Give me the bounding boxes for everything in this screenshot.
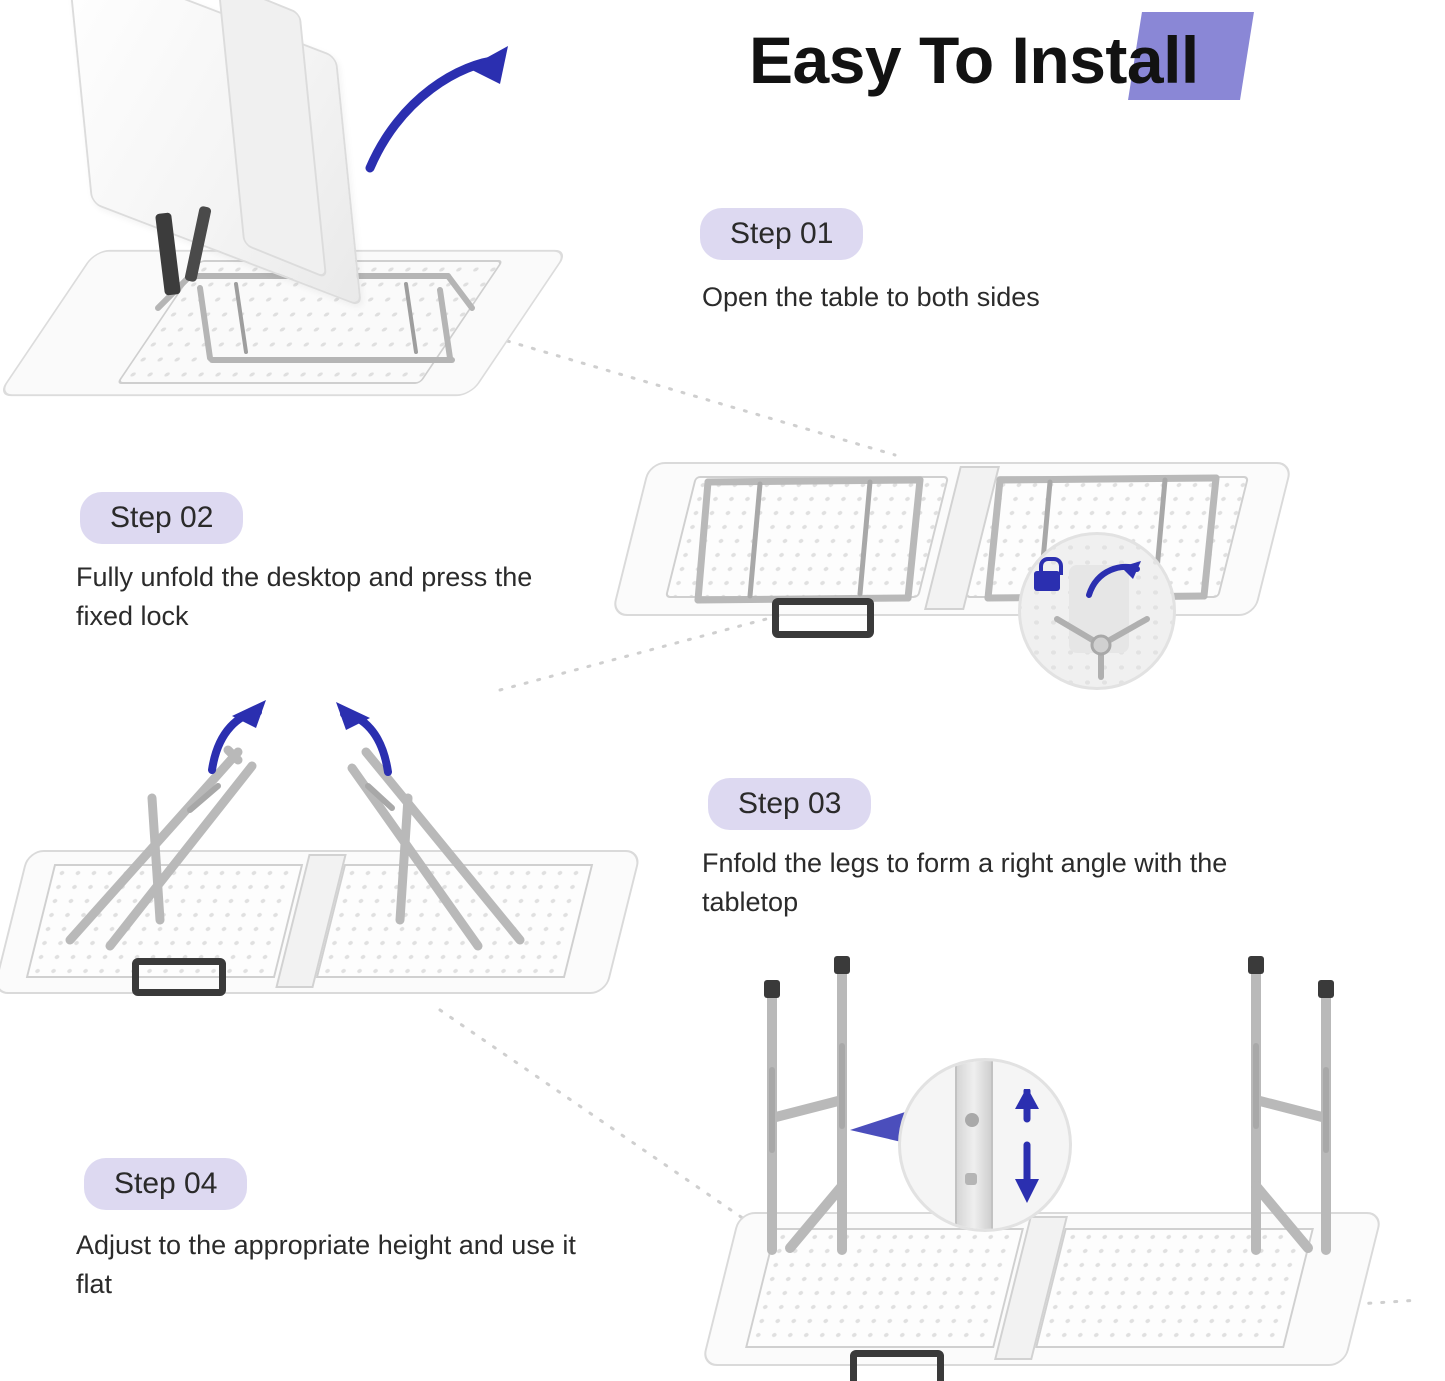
lock-detail-bubble — [1018, 532, 1176, 690]
step-02-badge: Step 02 — [80, 492, 243, 544]
lock-icon — [1034, 571, 1060, 591]
leg-foot — [834, 956, 850, 974]
step-03-badge: Step 03 — [708, 778, 871, 830]
carry-handle — [132, 958, 226, 996]
leg-foot — [764, 980, 780, 998]
illustration-step-03 — [0, 690, 640, 1020]
page-title — [735, 10, 1335, 120]
curved-arrow-icon — [340, 38, 530, 188]
step-01-description: Open the table to both sides — [702, 282, 1040, 312]
step-04-badge: Step 04 — [84, 1158, 247, 1210]
step-01-badge: Step 01 — [700, 208, 863, 260]
carry-handle — [772, 598, 874, 638]
frame-detail-step-02 — [620, 450, 1300, 680]
page-title-text: Easy To Install — [749, 23, 1199, 97]
step-03-description: Fnfold the legs to form a right angle with the tabletop — [702, 848, 1228, 918]
height-adjust-bubble — [898, 1058, 1072, 1232]
up-down-arrow-icon — [1005, 1089, 1063, 1205]
illustration-step-02 — [620, 450, 1300, 680]
legs-unfolding-detail — [0, 690, 640, 1020]
illustration-step-01 — [40, 8, 570, 418]
step-04-description: Adjust to the appropriate height and use it flat — [76, 1230, 576, 1300]
carry-handle — [850, 1350, 944, 1381]
leg-foot — [1318, 980, 1334, 998]
lock-mechanism-detail — [1041, 611, 1161, 681]
step-02-description: Fully unfold the desktop and press the fixed lock — [76, 562, 533, 632]
curved-arrow-icon — [1083, 555, 1145, 603]
leg-foot — [1248, 956, 1264, 974]
illustration-step-04 — [700, 950, 1420, 1380]
